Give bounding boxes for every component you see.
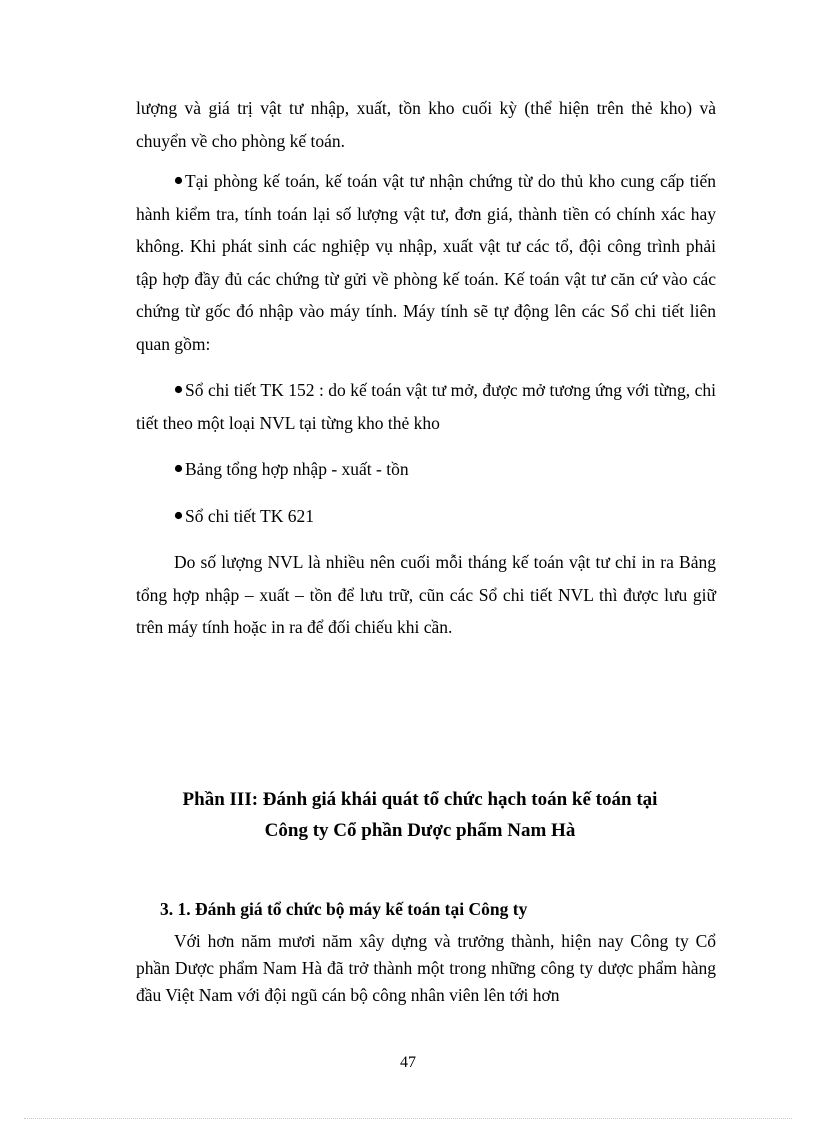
section-heading-line-2: Công ty Cổ phần Dược phẩm Nam Hà [264,820,576,841]
bullet-dot-icon [174,511,183,520]
page-bottom-divider [24,1118,792,1119]
section-heading [120,784,720,846]
bullet-item-tk152-text: Sổ chi tiết TK 152 : do kế toán vật tư mở, được mở tương ứng với từng, chi tiết theo một loại NVL tại từng kho thẻ kho [136,380,716,433]
paragraph-storage: Do số lượng NVL là nhiều nên cuối mỗi tháng kế toán vật tư chỉ in ra Bảng tổng hợp nhập – xuất – tồn để lưu trữ, cũn các Sổ chi tiết NVL thì được lưu giữ trên máy tính hoặc in ra để đối chiếu khi cần. [136,552,716,637]
section-heading-line-1: Phần III: Đánh giá khái quát tổ chức hạch toán kế toán tại [182,789,658,810]
bullet-item-tk621 [136,500,716,533]
bullet-dot-icon [174,176,183,185]
paragraph-continuation: lượng và giá trị vật tư nhập, xuất, tồn kho cuối kỳ (thể hiện trên thẻ kho) và chuyển về cho phòng kế toán. [136,98,716,151]
bullet-item-summary-table-text: Bảng tổng hợp nhập - xuất - tồn [185,459,409,479]
paragraph-accounting-room [136,165,716,360]
page-number: 47 [400,1054,416,1071]
section-subheading: 3. 1. Đánh giá tổ chức bộ máy kế toán tại Công ty [160,899,528,919]
body-text-lower [136,928,716,1009]
bullet-dot-icon [174,464,183,473]
bullet-item-summary-table [136,453,716,486]
paragraph-accounting-room-text: Tại phòng kế toán, kế toán vật tư nhận chứng từ do thủ kho cung cấp tiến hành kiểm tra, tính toán lại số lượng vật tư, đơn giá, thành tiền có chính xác hay không. Khi phát sinh các nghiệp vụ nhập, xuất vật tư các tổ, đội công trình phải tập hợp đầy đủ các chứng từ gửi về phòng kế toán. Kế toán vật tư căn cứ vào các chứng từ gốc đó nhập vào máy tính. Máy tính sẽ tự động lên các Sổ chi tiết liên quan gồm: [136,171,716,354]
bullet-dot-icon [174,385,183,394]
bullet-item-tk621-text: Sổ chi tiết TK 621 [185,505,314,526]
paragraph-company-intro: Với hơn năm mươi năm xây dựng và trưởng thành, hiện nay Công ty Cổ phần Dược phẩm Nam Hà đã trở thành một trong những công ty dược phẩm hàng đầu Việt Nam với đội ngũ cán bộ công nhân viên lên tới hơn [136,931,716,1005]
body-text-upper [136,92,716,644]
bullet-item-tk152 [136,374,716,439]
